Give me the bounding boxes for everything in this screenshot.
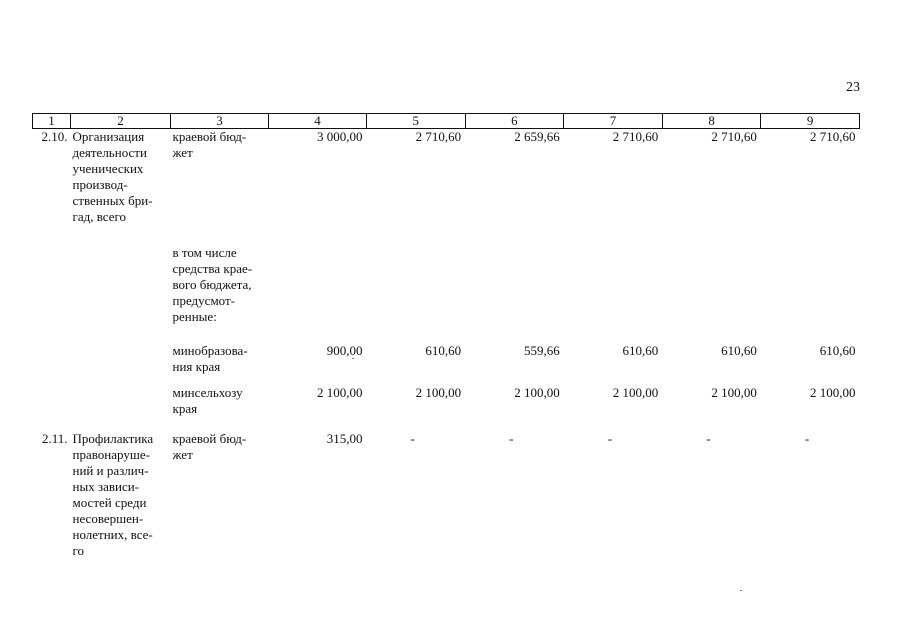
row-code: 2.10. [41,129,68,144]
header-cell-1: 1 [33,114,71,129]
row-source-line: жет [172,145,193,160]
row-name-line: правонаруше- [72,446,150,462]
table-row [33,245,860,343]
row-name-line: деятельности [72,145,147,160]
header-cell-9: 9 [761,114,860,129]
row-code: 2.11. [41,430,68,446]
table-body [33,129,860,573]
row-source-line: в том числе [172,244,237,260]
value-col-4: 315,00 [326,430,363,446]
row-source [171,343,269,385]
row-source [171,385,269,431]
row-source [171,245,269,343]
row-source-line: края [172,400,198,416]
row-name-line: несовершен- [72,510,144,526]
table-row [33,129,860,245]
row-source-line: вого бюджета, [172,276,252,292]
row-name [71,431,171,573]
value-col-5: 2 710,60 [415,129,462,144]
value-col-7: 2 710,60 [612,129,659,144]
row-source [171,129,269,245]
row-code [33,385,71,431]
value-col-7: 2 100,00 [612,384,659,400]
page-number: 23 [846,80,860,95]
header-cell-6: 6 [465,114,564,129]
header-cell-7: 7 [564,114,663,129]
table-row [33,431,860,573]
value-col-6: 2 659,66 [514,129,560,144]
row-name [71,385,171,431]
row-source-line: жет [172,446,193,462]
value-col-8: 610,60 [721,342,757,358]
row-source-line: ренные: [172,308,217,324]
row-source-line: краевой бюд- [172,430,247,446]
value-col-5 [367,245,466,343]
scan-speck [352,358,354,359]
table-header [33,114,860,129]
row-source-line: минобразова- [172,342,248,358]
header-cell-4: 4 [269,114,367,129]
row-name-line: Организация [72,129,145,144]
value-col-5: 610,60 [425,342,462,358]
value-col-9: 2 100,00 [809,384,856,400]
row-source-line: предусмот- [172,292,236,308]
row-code [33,245,71,343]
header-cell-2: 2 [71,114,171,129]
row-name-line: производ- [72,177,128,192]
value-col-6: 559,66 [523,342,560,358]
value-col-8: - [706,430,711,446]
value-col-7: - [607,430,613,446]
value-col-6: 2 100,00 [514,384,560,400]
row-name-line: нолетних, все- [72,526,153,542]
value-col-9 [761,245,860,343]
row-name [71,129,171,245]
row-source-line: минсельхозу [172,384,243,400]
value-col-4: 3 000,00 [317,129,363,144]
value-col-9: 610,60 [819,342,856,358]
value-col-5: 2 100,00 [415,384,462,400]
row-name-line: Профилактика [72,430,154,446]
row-name-line: ственных бри- [72,193,153,208]
row-source [171,431,269,573]
table-row [33,343,860,385]
value-col-9: - [804,430,810,446]
header-row [33,114,860,129]
header-cell-5: 5 [367,114,466,129]
scan-speck [740,590,742,591]
value-col-8: 2 710,60 [711,129,757,144]
value-col-6: - [509,430,514,446]
row-name [71,343,171,385]
value-col-8: 2 100,00 [711,384,757,400]
value-col-7 [564,245,663,343]
table-row [33,385,860,431]
row-name-line: мостей среди [72,494,147,510]
value-col-5: - [410,430,415,446]
value-col-6 [465,245,564,343]
budget-table [32,113,860,573]
header-cell-8: 8 [662,114,761,129]
row-name [71,245,171,343]
row-source-line: ния края [172,358,221,374]
row-name-line: гад, всего [72,209,126,224]
header-cell-3: 3 [171,114,269,129]
row-name-line: ных зависи- [72,478,139,494]
row-name-line: го [72,542,85,558]
row-code [33,343,71,385]
value-col-7: 610,60 [622,342,659,358]
value-col-4: 2 100,00 [317,384,363,400]
value-col-9: 2 710,60 [809,129,856,144]
value-col-4 [269,245,367,343]
row-source-line: краевой бюд- [172,129,247,144]
row-name-line: ученических [72,161,144,176]
value-col-8 [662,245,761,343]
row-name-line: ний и различ- [72,462,149,478]
row-source-line: средства крае- [172,260,253,276]
value-col-4: 900,00 [326,342,363,358]
